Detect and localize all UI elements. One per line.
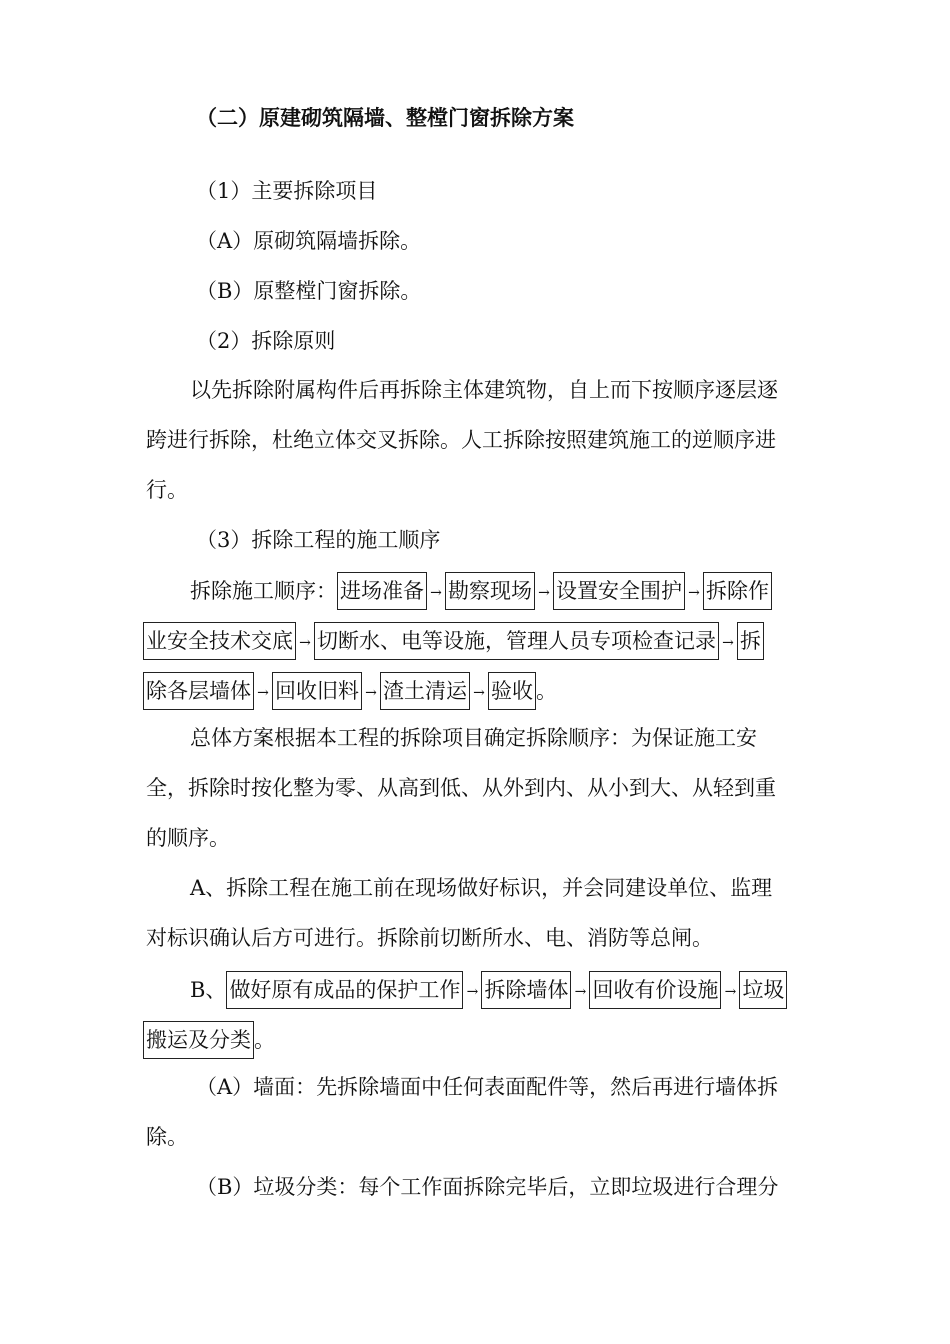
point-a-line-1: A、拆除工程在施工前在现场做好标识，并会同建设单位、监理 <box>190 876 773 900</box>
flow-step-debris-removal: 渣土清运 <box>380 672 470 710</box>
subsection-3-title: （3）拆除工程的施工顺序 <box>196 528 441 552</box>
flow-step-demolish-wall: 拆除墙体 <box>481 971 571 1009</box>
flow-step-recover-valuables: 回收有价设施 <box>589 971 721 1009</box>
point-b-flow-row-1 <box>190 971 787 1009</box>
arrow-icon: → <box>299 634 311 651</box>
section-heading: （二）原建砌筑隔墙、整樘门窗拆除方案 <box>196 105 574 130</box>
sequence-row-3 <box>143 672 557 710</box>
flow-step-waste-handling-part1: 垃圾 <box>739 971 787 1009</box>
point-b-flow-row-2 <box>143 1021 275 1059</box>
arrow-icon: → <box>473 684 485 701</box>
flow-step-entry-prep: 进场准备 <box>337 572 427 610</box>
arrow-icon: → <box>466 983 479 1000</box>
sequence-label: 拆除施工顺序： <box>190 579 337 603</box>
overall-paragraph-line-3: 的顺序。 <box>146 826 230 850</box>
arrow-icon: → <box>365 684 377 701</box>
principle-paragraph-line-3: 行。 <box>146 478 188 502</box>
arrow-icon: → <box>724 983 737 1000</box>
flow-step-safety-barrier: 设置安全围护 <box>553 572 685 610</box>
flow-step-acceptance: 验收 <box>488 672 536 710</box>
principle-paragraph-line-2: 跨进行拆除，杜绝立体交叉拆除。人工拆除按照建筑施工的逆顺序进 <box>146 428 776 452</box>
arrow-icon: → <box>430 584 442 601</box>
overall-paragraph-line-1: 总体方案根据本工程的拆除项目确定拆除顺序：为保证施工安 <box>190 726 757 750</box>
point-a-line-2: 对标识确认后方可进行。拆除前切断所水、电、消防等总闸。 <box>146 926 713 950</box>
point-b-label: B、 <box>190 978 227 1002</box>
subsection-1-title: （1）主要拆除项目 <box>196 179 378 203</box>
point-b-end-punct: 。 <box>254 1028 275 1052</box>
waste-paragraph-line-1: （B）垃圾分类：每个工作面拆除完毕后，立即垃圾进行合理分 <box>196 1175 779 1199</box>
flow-step-demolish-walls-part2: 除各层墙体 <box>143 672 254 710</box>
subsection-2-title: （2）拆除原则 <box>196 329 336 353</box>
flow-step-recycle-materials: 回收旧料 <box>272 672 362 710</box>
principle-paragraph-line-1: 以先拆除附属构件后再拆除主体建筑物，自上而下按顺序逐层逐 <box>190 378 778 402</box>
flow-step-waste-handling-part2: 搬运及分类 <box>143 1021 254 1059</box>
flow-step-survey-site: 勘察现场 <box>445 572 535 610</box>
flow-step-safety-briefing-part2: 业安全技术交底 <box>143 622 296 660</box>
flow-step-cut-utilities: 切断水、电等设施，管理人员专项检查记录 <box>314 622 719 660</box>
overall-paragraph-line-2: 全，拆除时按化整为零、从高到低、从外到内、从小到大、从轻到重 <box>146 776 776 800</box>
arrow-icon: → <box>538 584 550 601</box>
arrow-icon: → <box>257 684 269 701</box>
sequence-row-1 <box>190 572 772 610</box>
wall-paragraph-line-2: 除。 <box>146 1125 188 1149</box>
flow-step-protect-finished: 做好原有成品的保护工作 <box>226 971 463 1009</box>
item-a-text: （A）原砌筑隔墙拆除。 <box>196 229 422 253</box>
sequence-end-punct: 。 <box>536 679 557 703</box>
item-b-text: （B）原整樘门窗拆除。 <box>196 279 422 303</box>
arrow-icon: → <box>688 584 700 601</box>
arrow-icon: → <box>722 634 734 651</box>
flow-step-demolish-walls-part1: 拆 <box>737 622 764 660</box>
flow-step-safety-briefing-part1: 拆除作 <box>703 572 772 610</box>
wall-paragraph-line-1: （A）墙面：先拆除墙面中任何表面配件等，然后再进行墙体拆 <box>196 1075 779 1099</box>
sequence-row-2 <box>143 622 764 660</box>
arrow-icon: → <box>574 983 587 1000</box>
